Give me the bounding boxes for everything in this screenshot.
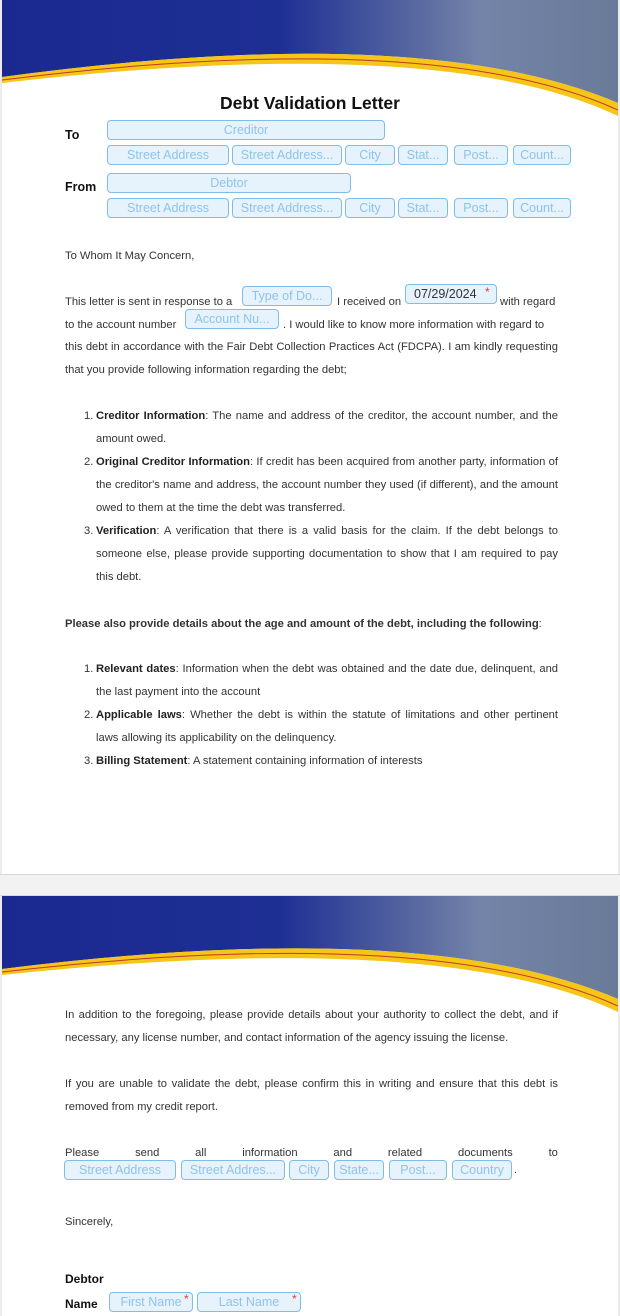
intro-text-1: This letter is sent in response to a (65, 296, 233, 308)
also-heading-colon: : (538, 618, 542, 630)
from-country-field[interactable]: Count... (513, 198, 571, 218)
list1-item-2-title: Original Creditor Information (96, 456, 250, 468)
list2-item-2-title: Applicable laws (96, 709, 182, 721)
send-period: . (514, 1164, 518, 1176)
list1-item-1-title: Creditor Information (96, 410, 206, 422)
first-name-required-asterisk: * (184, 1292, 189, 1306)
list1-item-3-title: Verification (96, 525, 157, 537)
send-postal-field[interactable]: Post... (389, 1160, 447, 1180)
intro-paragraph: this debt in accordance with the Fair Debt Collection Practices Act (FDCPA). I am kindly requesting that you provide following information regarding the debt; (65, 341, 558, 376)
last-name-required-asterisk: * (292, 1292, 297, 1306)
list2-item-2 (96, 704, 558, 750)
list1-item-1-text: : The name and address of the creditor, the account number, and the amount owed. (96, 410, 558, 445)
send-word-5: and (333, 1147, 353, 1159)
from-state-field[interactable]: Stat... (398, 198, 448, 218)
creditor-field[interactable]: Creditor (107, 120, 385, 140)
debtor-field[interactable]: Debtor (107, 173, 351, 193)
list1-item-1 (96, 405, 558, 451)
also-heading (65, 618, 542, 630)
authority-paragraph: In addition to the foregoing, please provide details about your authority to collect the debt, and if necessary, any license number, and contact information of the agency issuing the license. (65, 1009, 558, 1044)
salutation: To Whom It May Concern, (65, 250, 195, 262)
to-street-address-field[interactable]: Street Address (107, 145, 229, 165)
send-country-field[interactable]: Country (452, 1160, 512, 1180)
to-label: To (65, 128, 80, 142)
closing: Sincerely, (65, 1216, 114, 1228)
list2-number-2: 2. (84, 709, 94, 721)
list2-number-1: 1. (84, 663, 94, 675)
list2-item-3-text: : A statement containing information of interests (187, 755, 423, 767)
from-city-field[interactable]: City (345, 198, 395, 218)
last-name-field[interactable]: Last Name (197, 1292, 301, 1312)
letter-page-1 (2, 0, 618, 874)
page-separator (0, 874, 620, 896)
list1-item-3 (96, 520, 558, 589)
page-title: Debt Validation Letter (220, 93, 400, 113)
also-heading-text: Please also provide details about the age and amount of the debt, including the following (65, 618, 539, 630)
send-word-7: documents (457, 1147, 513, 1159)
from-street-address-field[interactable]: Street Address (107, 198, 229, 218)
from-street-address-2-field[interactable]: Street Address... (232, 198, 342, 218)
send-state-field[interactable]: State... (334, 1160, 384, 1180)
list2-number-3: 3. (84, 755, 94, 767)
letter-page-2 (2, 896, 618, 1316)
list1-number-1: 1. (84, 410, 94, 422)
send-word-2: send (135, 1147, 160, 1159)
to-city-field[interactable]: City (345, 145, 395, 165)
required-asterisk: * (485, 285, 490, 299)
send-word-6: related (387, 1147, 423, 1159)
list2-item-2-text: : Whether the debt is within the statute of limitations and other pertinent laws allowing its applicability on the delinquency. (96, 709, 559, 744)
to-state-field[interactable]: Stat... (398, 145, 448, 165)
list2-item-3-title: Billing Statement (96, 755, 188, 767)
from-label: From (65, 180, 97, 194)
debtor-heading: Debtor (65, 1272, 104, 1286)
list1-number-3: 3. (84, 525, 94, 537)
list1-item-2 (96, 451, 558, 520)
list2-item-1-title: Relevant dates (96, 663, 176, 675)
intro-text-4: to the account number (65, 319, 177, 331)
send-line (65, 1147, 558, 1159)
intro-text-3: with regard (500, 296, 556, 308)
intro-text-5: . I would like to know more information with regard to (283, 319, 545, 331)
list2-item-1 (96, 658, 558, 704)
list1-item-3-text: : A verification that there is a valid basis for the claim. If the debt belongs to someone else, please provide supporting documentation to show that I am required to pay this debt. (96, 525, 558, 583)
document-type-field[interactable]: Type of Do... (242, 286, 332, 306)
list1-item-2-text: : If credit has been acquired from another party, information of the creditor's name and address, the account number they used (if different), and the amount owed to them at the time the debt was transferred. (96, 456, 558, 514)
header-banner (2, 0, 618, 140)
list2-item-1-text: : Information when the debt was obtained and the date due, delinquent, and the last payment into the account (96, 663, 559, 698)
to-street-address-2-field[interactable]: Street Address... (232, 145, 342, 165)
first-name-field[interactable]: First Name (109, 1292, 193, 1312)
date-received-field[interactable] (405, 284, 497, 304)
send-city-field[interactable]: City (289, 1160, 329, 1180)
account-number-field[interactable]: Account Nu... (185, 309, 279, 329)
send-word-4: information (242, 1147, 298, 1159)
validate-paragraph: If you are unable to validate the debt, please confirm this in writing and ensure that this debt is removed from my credit report. (65, 1078, 558, 1113)
send-street-address-2-field[interactable]: Street Addres... (181, 1160, 285, 1180)
intro-text-2: I received on (337, 296, 402, 308)
list1-number-2: 2. (84, 456, 94, 468)
send-word-1: Please (65, 1147, 100, 1159)
to-country-field[interactable]: Count... (513, 145, 571, 165)
date-value: 07/29/2024 (414, 287, 477, 301)
send-street-address-field[interactable]: Street Address (64, 1160, 176, 1180)
send-word-3: all (195, 1147, 207, 1159)
list2-item-3 (96, 750, 558, 773)
from-postal-field[interactable]: Post... (454, 198, 508, 218)
name-label: Name (65, 1297, 98, 1311)
send-word-8: to (548, 1147, 558, 1159)
to-postal-field[interactable]: Post... (454, 145, 508, 165)
